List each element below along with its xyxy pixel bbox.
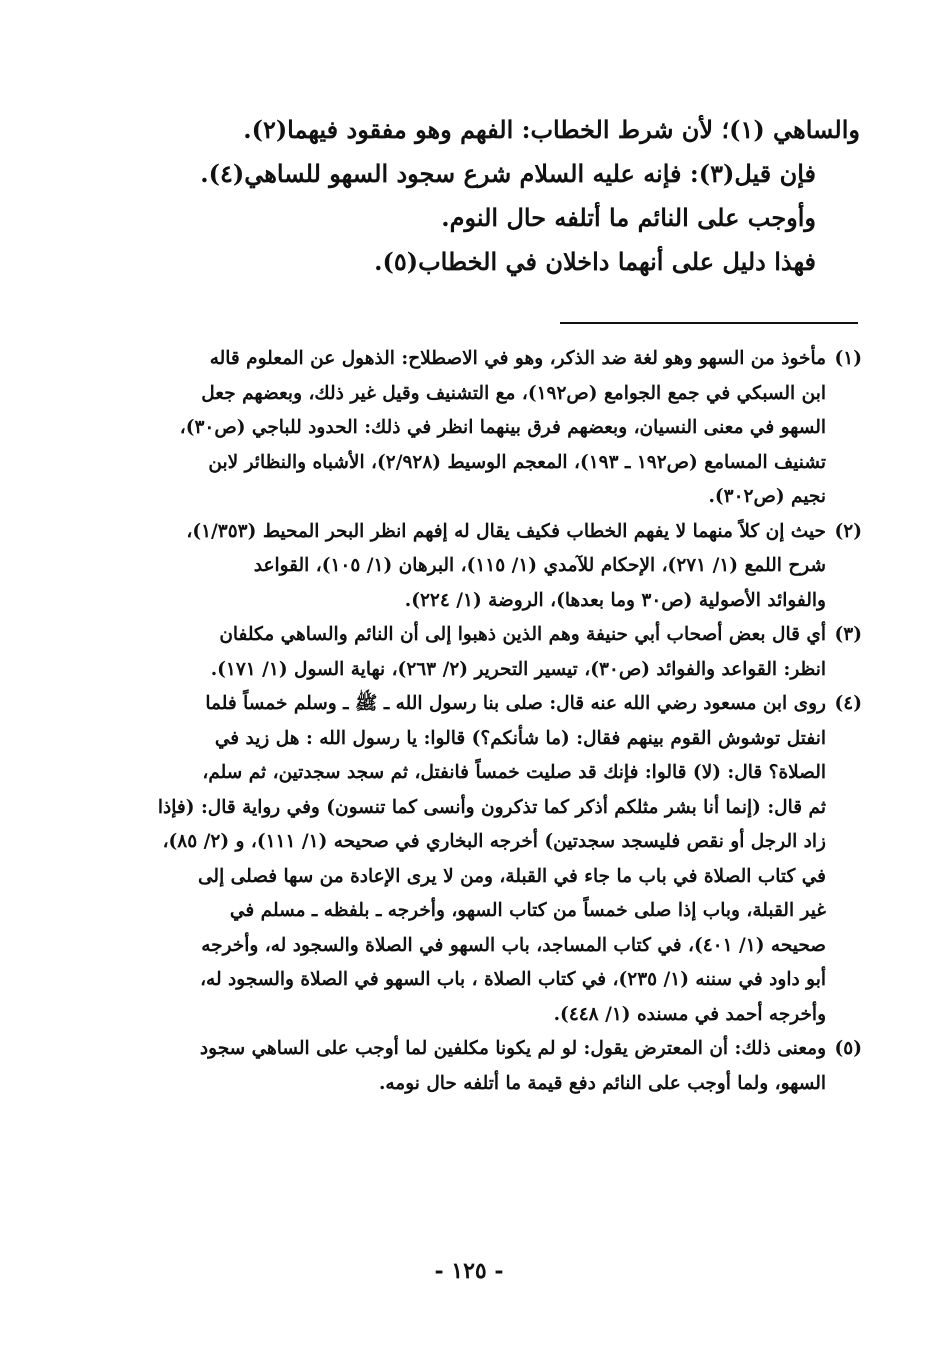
footnote-line: انفتل توشوش القوم بينهم فقال: (ما شأنكم؟) قالوا: يا رسول الله : هل زيد في — [214, 727, 826, 749]
main-line-3: وأوجب على النائم ما أتلفه حال النوم. — [441, 203, 816, 232]
footnote-line: أي قال بعض أصحاب أبي حنيفة وهم الذين ذهبوا إلى أن النائم والساهي مكلفان — [219, 624, 826, 645]
footnote-line: انظر: القواعد والفوائد (ص٣٠)، تيسير التحرير (٢/ ٢٦٣)، نهاية السول (١/ ١٧١). — [210, 658, 826, 680]
footnote-line: في كتاب الصلاة في باب ما جاء في القبلة، ومن لا يرى الإعادة من سها فصلى إلى — [198, 865, 826, 887]
footnote-line: زاد الرجل أو نقص فليسجد سجدتين) أخرجه البخاري في صحيحه (١/ ١١١)، و (٢/ ٨٥)، — [162, 831, 826, 852]
main-line-4: فهذا دليل على أنهما داخلان في الخطاب(٥). — [374, 247, 816, 276]
footnote-line: والفوائد الأصولية (ص٣٠ وما بعدها)، الروضة (١/ ٢٢٤). — [404, 589, 826, 611]
footnote-line: السهو، ولما أوجب على النائم دفع قيمة ما أتلفه حال نومه. — [378, 1072, 826, 1094]
footnote-line: الصلاة؟ قال: (لا) قالوا: فإنك قد صليت خمساً فانفتل، ثم سجد سجدتين، ثم سلم، — [202, 762, 826, 783]
footnote-line: تشنيف المسامع (ص١٩٢ ـ ١٩٣)، المعجم الوسيط (٢/٩٢٨)، الأشباه والنظائر لابن — [208, 451, 826, 473]
main-text — [150, 108, 860, 284]
footnote-number: (٤) — [834, 693, 862, 714]
footnote-body — [110, 342, 826, 515]
footnote-line: ومعنى ذلك: أن المعترض يقول: لو لم يكونا مكلفين لما أوجب على الساهي سجود — [199, 1038, 826, 1059]
footnotes — [110, 342, 862, 1101]
footnote-line: روى ابن مسعود رضي الله عنه قال: صلى بنا رسول الله ـ ﷺ ـ وسلم خمساً فلما — [205, 693, 826, 714]
main-line-1: والساهي (١)؛ لأن شرط الخطاب: الفهم وهو مفقود فيهما(٢). — [243, 115, 860, 144]
footnote-2 — [110, 515, 862, 619]
footnote-body — [110, 618, 826, 687]
footnote-number: (٣) — [834, 624, 862, 645]
page-number: - ١٢٥ - — [434, 1258, 504, 1284]
footnote-5 — [110, 1032, 862, 1101]
footnote-line: وأخرجه أحمد في مسنده (١/ ٤٤٨). — [553, 1003, 826, 1025]
footnote-line: مأخوذ من السهو وهو لغة ضد الذكر، وهو في الاصطلاح: الذهول عن المعلوم قاله — [209, 348, 826, 369]
footnote-number: (٢) — [834, 520, 862, 542]
footnote-line: حيث إن كلاً منهما لا يفهم الخطاب فكيف يقال له إفهم انظر البحر المحيط (١/٣٥٣)، — [186, 520, 826, 542]
footnote-3 — [110, 618, 862, 687]
footnote-separator — [560, 322, 858, 324]
footnote-body — [110, 687, 826, 1032]
footnote-body — [110, 1032, 826, 1101]
footnote-line: ثم قال: (إنما أنا بشر مثلكم أذكر كما تذكرون وأنسى كما تنسون) وفي رواية قال: (فإذا — [157, 796, 826, 818]
footnote-line: غير القبلة، وباب إذا صلى خمساً من كتاب السهو، وأخرجه ـ بلفظه ـ مسلم في — [229, 900, 826, 921]
footnote-line: السهو في معنى النسيان، وبعضهم فرق بينهما انظر في ذلك: الحدود للباجي (ص٣٠)، — [179, 417, 826, 438]
footnote-line: شرح اللمع (١/ ٢٧١)، الإحكام للآمدي (١/ ١١٥)، البرهان (١/ ١٠٥)، القواعد — [253, 555, 826, 576]
footnote-1 — [110, 342, 862, 515]
footnote-body — [110, 515, 826, 619]
footnote-4 — [110, 687, 862, 1032]
footnote-number: (١) — [834, 348, 862, 369]
footnote-line: صحيحه (١/ ٤٠١)، في كتاب المساجد، باب السهو في الصلاة والسجود له، وأخرجه — [201, 934, 826, 956]
footnote-line: ابن السبكي في جمع الجوامع (ص١٩٢)، مع التشنيف وقيل غير ذلك، وبعضهم جعل — [201, 382, 826, 404]
footnote-line: نجيم (ص٣٠٢). — [708, 486, 826, 507]
footnote-line: أبو داود في سننه (١/ ٢٣٥)، في كتاب الصلاة ، باب السهو في الصلاة والسجود له، — [200, 969, 826, 990]
footnote-number: (٥) — [834, 1038, 862, 1059]
main-line-2: فإن قيل(٣): فإنه عليه السلام شرع سجود السهو للساهي(٤). — [200, 159, 816, 188]
